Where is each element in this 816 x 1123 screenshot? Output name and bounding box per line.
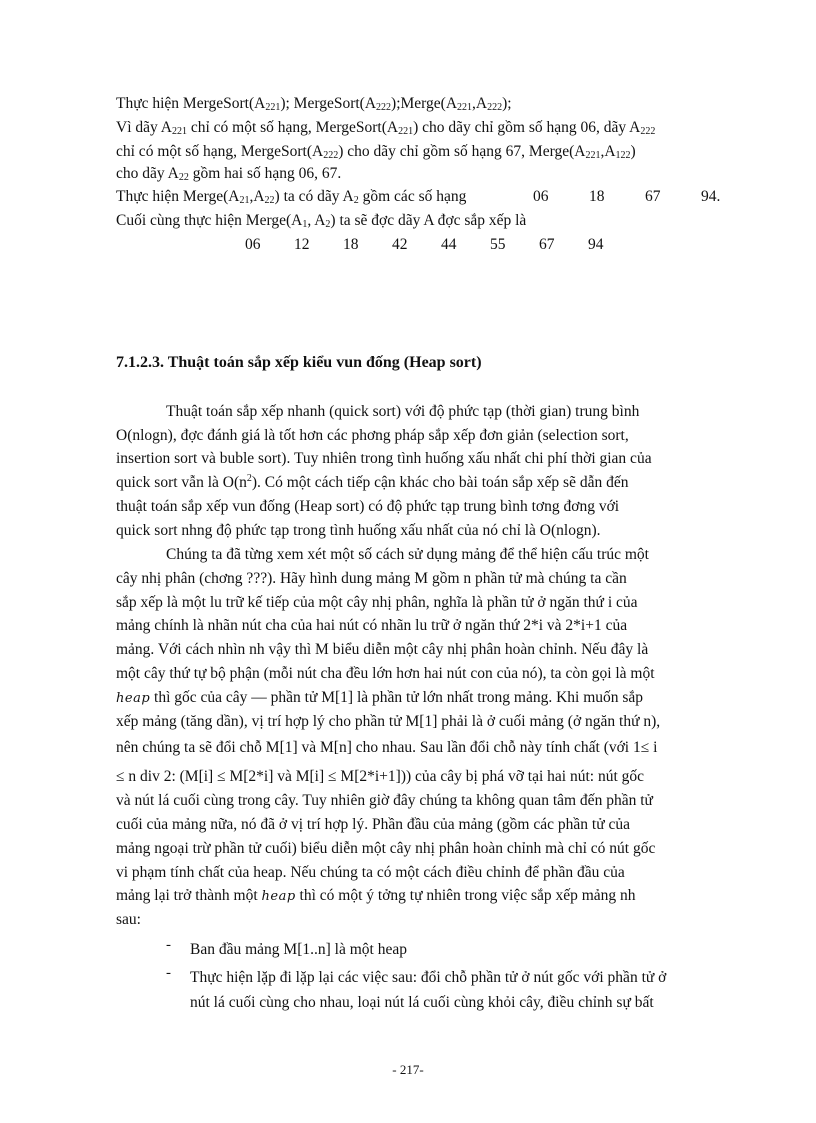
paragraph-line: sau: <box>116 911 141 928</box>
sorted-sub-array: 06 18 67 94. <box>533 188 721 205</box>
paragraph-line: heap thì gốc của cây — phần tử M[1] là phần tử lớn nhất trong mảng. Khi muốn sắp <box>116 689 644 706</box>
paragraph-line: quick sort vẫn là $O(n^2)$. Có một cách tiếp cận khác cho bài toán sắp xếp sẽ dẫn đến <box>116 473 629 491</box>
text-line: Thực hiện $Merge(A_{21},A_{22})$ ta có dãy $A_2$ gồm các số hạng <box>116 188 467 206</box>
paragraph-line: mảng. Với cách nhìn nh vậy thì M biểu diễn một cây nhị phân hoàn chỉnh. Nếu đây là <box>116 641 649 658</box>
sorted-array: 06 12 18 42 44 55 67 94 <box>245 236 604 253</box>
bullet-marker: - <box>166 937 171 953</box>
bullet-item: Thực hiện lặp đi lặp lại các việc sau: đổi chỗ phần tử ở nút gốc với phần tử ở <box>190 969 667 986</box>
text-line: Vì dãy $A_{221}$ chỉ có một số hạng, $MergeSort(A_{221})$ cho dãy chỉ gồm số hạng 06, dãy $A_{222}$ <box>116 119 656 137</box>
paragraph-line: cuối của mảng nữa, nó đã ở vị trí hợp lý. Phần đầu của mảng (gồm các phần tử của <box>116 816 630 833</box>
paragraph-line: nên chúng ta sẽ đổi chỗ M[1] và M[n] cho nhau. Sau lần đổi chỗ này tính chất (với 1≤ i <box>116 739 658 756</box>
text-line: chỉ có một số hạng, $MergeSort(A_{222})$ cho dãy chỉ gồm số hạng 67, $Merge(A_{221},A_{122})$ <box>116 143 636 161</box>
paragraph-line: mảng lại trở thành một heap thì có một ý tởng tự nhiên trong việc sắp xếp mảng nh <box>116 887 636 904</box>
paragraph-line: Chúng ta đã từng xem xét một số cách sử dụng mảng để thể hiện cấu trúc một <box>166 546 649 563</box>
paragraph-line: xếp mảng (tăng dần), vị trí hợp lý cho phần tử M[1] phải là ở cuối mảng (ở ngăn thứ n), <box>116 713 661 730</box>
bullet-item: Ban đầu mảng M[1..n] là một heap <box>190 941 407 958</box>
paragraph-line: mảng chính là nhãn nút cha của hai nút có nhãn lu trữ ở ngăn thứ 2*i và 2*i+1 của <box>116 617 628 634</box>
paragraph-line: vi phạm tính chất của heap. Nếu chúng ta có một cách điều chỉnh để phần đầu của <box>116 864 625 881</box>
paragraph-line: quick sort nhng độ phức tạp trong tình huống xấu nhất của nó chỉ là O(nlogn). <box>116 522 601 539</box>
section-heading: 7.1.2.3. Thuật toán sắp xếp kiểu vun đống (Heap sort) <box>116 354 482 371</box>
page-number: - 217- <box>392 1062 424 1077</box>
bullet-marker: - <box>166 965 171 981</box>
text-line: Cuối cùng thực hiện $Merge(A_1$, $A_2$) ta sẽ đợc dãy A đợc sắp xếp là <box>116 212 527 230</box>
paragraph-line: O(nlogn), đợc đánh giá là tốt hơn các phơng pháp sắp xếp đơn giản (selection sort, <box>116 427 629 444</box>
paragraph-line: và nút lá cuối cùng trong cây. Tuy nhiên giờ đây chúng ta không quan tâm đến phần tử <box>116 792 653 809</box>
paragraph-line: Thuật toán sắp xếp nhanh (quick sort) với độ phức tạp (thời gian) trung bình <box>166 403 640 420</box>
paragraph-line: một cây thứ tự bộ phận (mỗi nút cha đều lớn hơn hai nút con của nó), ta còn gọi là một <box>116 665 655 682</box>
bullet-item-continuation: nút lá cuối cùng cho nhau, loại nút lá cuối cùng khỏi cây, điều chỉnh sự bất <box>190 994 654 1011</box>
paragraph-line: thuật toán sắp xếp vun đống (Heap sort) có độ phức tạp trung bình tơng đơng với <box>116 498 620 515</box>
paragraph-line: mảng ngoại trừ phần tử cuối) biểu diễn một cây nhị phân hoàn chỉnh mà chỉ có nút gốc <box>116 840 656 857</box>
text-line: cho dãy $A_{22}$ gồm hai số hạng 06, 67. <box>116 165 342 183</box>
text-line: Thực hiện $MergeSort(A_{221})$; $MergeSort(A_{222});Merge(A_{221},A_{222})$; <box>116 95 512 113</box>
paragraph-line: insertion sort và buble sort). Tuy nhiên trong tình huống xấu nhất chi phí thời gian của <box>116 450 652 467</box>
paragraph-line: cây nhị phân (chơng ???). Hãy hình dung mảng M gồm n phần tử mà chúng ta cần <box>116 570 627 587</box>
paragraph-line: sắp xếp là một lu trữ kế tiếp của một cây nhị phân, nghĩa là phần tử ở ngăn thứ i của <box>116 594 638 611</box>
paragraph-line: ≤ n div 2: (M[i] ≤ M[2*i] và M[i] ≤ M[2*i+1])) của cây bị phá vỡ tại hai nút: nút gốc <box>116 768 645 785</box>
